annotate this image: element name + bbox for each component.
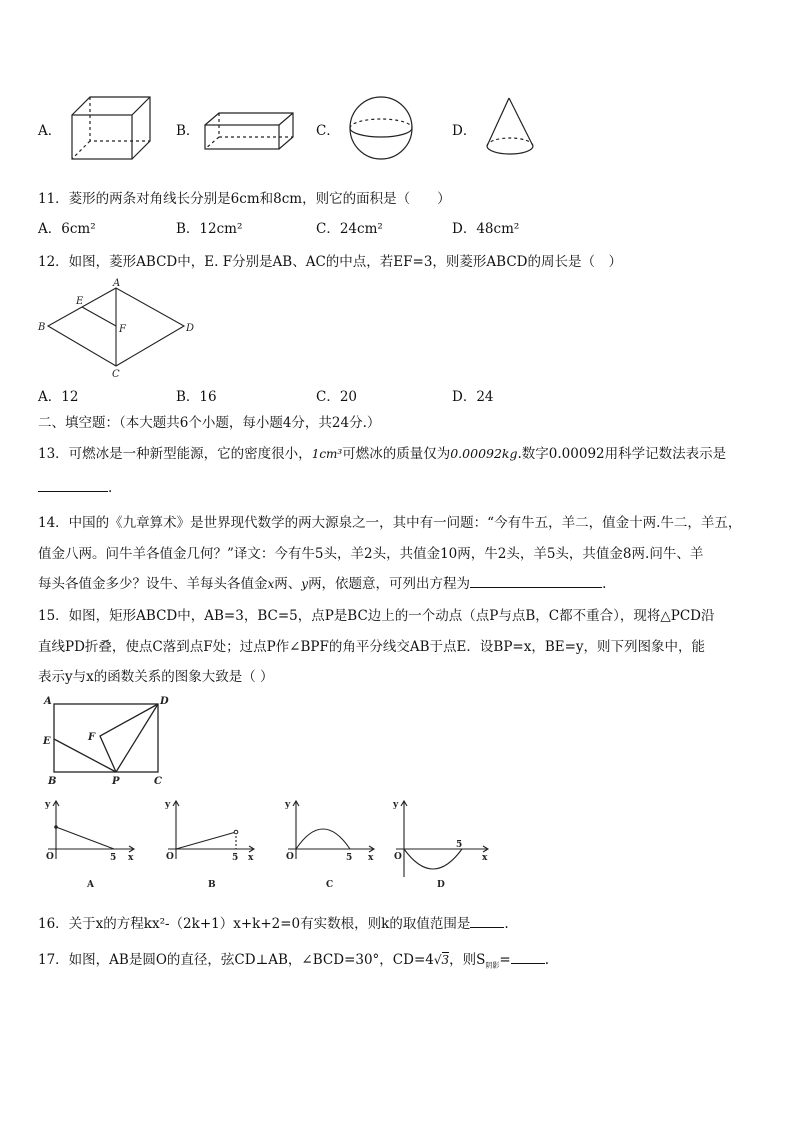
graph-a-caption: A	[87, 880, 94, 890]
rect-label-p: P	[112, 776, 120, 787]
q17-end: .	[544, 952, 550, 968]
graph-a-origin: O	[46, 852, 54, 862]
graph-d-x-label: x	[482, 853, 488, 863]
question-15-line-2: 直线PD折叠，使点C落到点F处；过点P作∠BPF的角平分线交AB于点E．设BP=x，BE=y，则下列图象中，能	[38, 639, 706, 655]
q11-option-c: C．24cm²	[316, 221, 383, 237]
q16-end: .	[504, 916, 509, 932]
graph-a-y-label: y	[45, 800, 51, 810]
rect-label-e: E	[43, 736, 51, 747]
question-13-stem	[38, 442, 726, 462]
question-16-stem	[38, 912, 509, 932]
q12-option-d: D．24	[452, 389, 494, 405]
graph-c-origin: O	[286, 852, 294, 862]
graph-a-x-label: x	[128, 853, 134, 863]
q17-mid: ，则S	[449, 952, 486, 968]
rhombus-label-b: B	[38, 322, 46, 333]
rect-label-a: A	[44, 696, 52, 707]
graph-c-five: 5	[346, 853, 353, 863]
q16-answer-blank[interactable]	[470, 927, 504, 928]
question-14-line-2: 值金八两。问牛羊各值金几何？”译文：今有牛5头，羊2头，共值金10两，牛2头，羊5头，共值金8两.问牛、羊	[38, 546, 704, 562]
q14-line3c: 两，依题意，可列出方程为	[308, 576, 471, 592]
graph-c-x-label: x	[368, 853, 374, 863]
q13-part2: 可燃冰的质量仅为	[342, 446, 451, 462]
question-12-stem: 12．如图，菱形ABCD中，E. F分别是AB、AC的中点，若EF=3，则菱形ABCD的周长是（ ）	[38, 254, 622, 270]
rhombus-label-c: C	[112, 369, 120, 380]
q14-end: .	[602, 576, 607, 592]
q14-answer-blank[interactable]	[470, 587, 602, 588]
sphere-figure	[347, 96, 417, 162]
sqrt-icon: √	[433, 953, 442, 967]
graph-d	[384, 797, 494, 889]
graph-b	[156, 797, 260, 889]
q12-option-a: A．12	[38, 389, 79, 405]
q13-mass: 0.00092kg	[450, 446, 518, 461]
question-14-line-3	[38, 572, 606, 592]
rectangle-fold-figure	[38, 696, 178, 788]
graph-c	[276, 797, 380, 889]
option-a-label: A．	[38, 123, 62, 139]
q13-part1: 13．可燃冰是一种新型能源，它的密度很小，	[38, 446, 312, 462]
rect-label-f: F	[88, 732, 96, 743]
rhombus-figure	[36, 278, 198, 378]
q14-var-x: x	[267, 577, 275, 591]
cone-figure	[484, 96, 540, 160]
option-d-label: D．	[452, 123, 477, 139]
q17-subscript: 阴影	[485, 961, 500, 970]
option-b-label: B．	[176, 123, 200, 139]
graph-c-caption: C	[326, 880, 334, 890]
q13-unit: 1cm³	[311, 447, 343, 461]
question-15-line-1: 15．如图，矩形ABCD中，AB=3，BC=5，点P是BC边上的一个动点（点P与点B，C都不重合），现将△PCD沿	[38, 608, 715, 624]
question-11-stem: 11．菱形的两条对角线长分别是6cm和8cm，则它的面积是（ ）	[38, 191, 451, 207]
cuboid-figure	[203, 111, 295, 151]
q14-var-y: y	[301, 577, 309, 591]
q14-line3a: 每头各值金多少？设牛、羊每头各值金	[38, 576, 268, 592]
cube-figure	[68, 95, 152, 163]
section-2-heading: 二、填空题：（本大题共6个小题，每小题4分，共24分.）	[38, 415, 381, 431]
rhombus-label-f: F	[119, 324, 126, 335]
graph-b-y-label: y	[165, 800, 171, 810]
q16-text: 16．关于x的方程kx²-（2k+1）x+k+2=0有实数根，则k的取值范围是	[38, 916, 471, 932]
graph-b-origin: O	[166, 852, 174, 862]
q17-text: 17．如图，AB是圆O的直径，弦CD⊥AB，∠BCD=30°，CD=4	[38, 952, 434, 968]
graph-b-x-label: x	[248, 853, 254, 863]
graph-d-caption: D	[437, 880, 445, 890]
q13-part3: .数字0.00092用科学记数法表示是	[517, 446, 727, 462]
question-14-line-1: 14．中国的《九章算术》是世界现代数学的两大源泉之一，其中有一问题：“今有牛五，羊二，值金十两.牛二，羊五，	[38, 515, 742, 531]
graph-c-y-label: y	[285, 800, 291, 810]
q17-sqrt	[434, 952, 449, 967]
graph-a	[36, 797, 140, 889]
question-17-stem	[38, 948, 549, 971]
q13-end: .	[108, 480, 113, 496]
q11-option-b: B．12cm²	[176, 221, 243, 237]
graph-a-five: 5	[110, 853, 117, 863]
graph-b-five: 5	[232, 853, 239, 863]
q17-answer-blank[interactable]	[511, 963, 545, 964]
graph-d-y-label: y	[393, 800, 399, 810]
q11-option-a: A．6cm²	[38, 221, 96, 237]
q12-option-c: C．20	[316, 389, 358, 405]
rect-label-c: C	[154, 776, 162, 787]
rect-label-b: B	[48, 776, 57, 787]
q12-option-b: B．16	[176, 389, 217, 405]
rect-label-d: D	[160, 696, 169, 707]
rhombus-label-d: D	[186, 323, 195, 334]
graph-b-caption: B	[208, 880, 216, 890]
graph-d-five: 5	[456, 840, 463, 850]
q13-answer-line	[38, 480, 112, 496]
q14-line3b: 两、	[274, 576, 302, 592]
option-c-label: C．	[316, 123, 340, 139]
q13-answer-blank[interactable]	[38, 491, 108, 492]
rhombus-label-a: A	[113, 278, 121, 289]
question-15-line-3: 表示y与x的函数关系的图象大致是（ ）	[38, 669, 274, 685]
q11-option-d: D．48cm²	[452, 221, 520, 237]
q17-eq: =	[499, 952, 511, 968]
q17-sqrt-radicand: 3	[441, 953, 450, 967]
graph-d-origin: O	[394, 852, 402, 862]
rhombus-label-e: E	[76, 296, 84, 307]
